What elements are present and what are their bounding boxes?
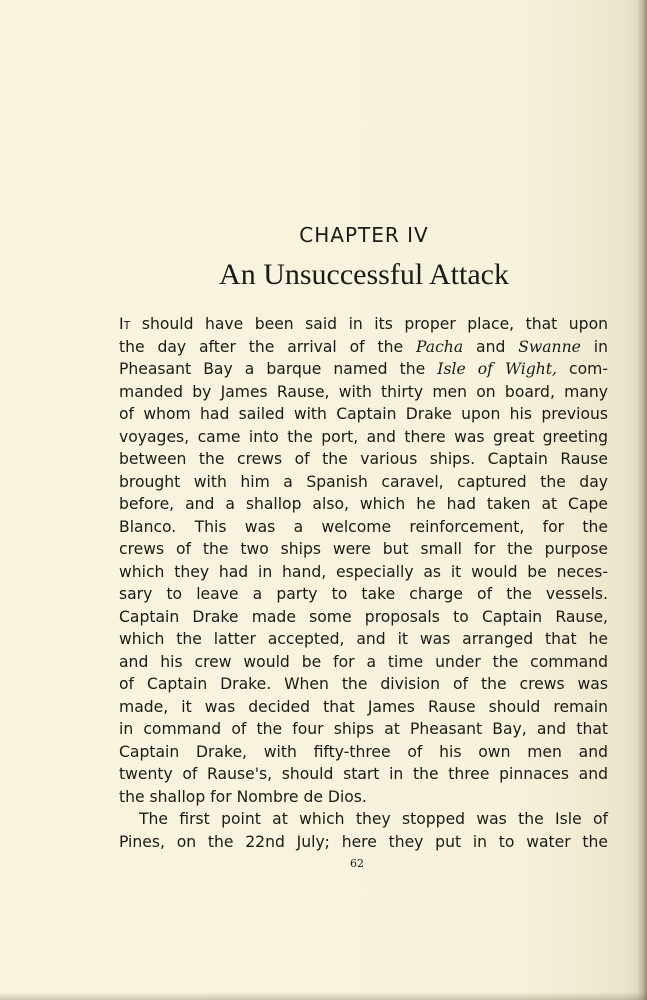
text-line: [119, 763, 608, 786]
chapter-label: CHAPTER IV: [299, 223, 429, 247]
text-line: [119, 606, 608, 629]
text-line: [119, 718, 608, 741]
text-segment: which they had in hand, especially as it would be neces-: [119, 562, 608, 581]
text-segment: made, it was decided that James Rause should remain: [119, 697, 608, 716]
text-line: [119, 471, 608, 494]
text-segment: the day after the arrival of the: [119, 337, 416, 356]
text-segment: which the latter accepted, and it was arranged that he: [119, 630, 608, 648]
text-segment: manded by James Rause, with thirty men on board, many: [119, 382, 608, 401]
text-line: [119, 336, 608, 359]
text-segment: of Captain Drake. When the division of the crews was: [119, 675, 608, 693]
text-segment: Pheasant Bay a barque named the: [119, 360, 438, 378]
text-line: [119, 358, 608, 381]
drop-word: It: [119, 315, 131, 333]
text-line: [119, 516, 608, 539]
text-line: [119, 403, 608, 426]
text-segment: brought with him a Spanish caravel, captured the day: [119, 472, 608, 491]
text-segment: should have been said in its proper place, that upon: [130, 315, 608, 333]
italic-ship-name: Pacha: [415, 337, 464, 356]
text-line: [119, 583, 608, 606]
text-segment: in command of the four ships at Pheasant Bay, and that: [119, 720, 608, 738]
text-segment: voyages, came into the port, and there was great greeting: [119, 427, 608, 446]
text-line: [119, 741, 608, 764]
text-line: [119, 426, 608, 449]
text-segment: between the crews of the various ships. Captain Rause: [119, 450, 608, 468]
text-line: [119, 493, 608, 516]
chapter-title: An Unsuccessful Attack: [219, 258, 509, 291]
page-edge-shadow: [637, 0, 647, 1000]
text-line: [119, 381, 608, 404]
text-line: [119, 786, 608, 809]
text-line: [119, 313, 608, 336]
chapter-body-text: [119, 313, 608, 853]
text-line: [119, 628, 608, 651]
text-segment: Blanco. This was a welcome reinforcement, for the: [119, 517, 608, 536]
text-segment: The first point at which they stopped was the Isle of: [139, 810, 608, 828]
text-line: [119, 538, 608, 561]
text-line: [119, 696, 608, 719]
text-segment: Pines, on the 22nd July; here they put in to water the: [119, 832, 608, 851]
text-segment: and: [463, 337, 519, 356]
text-segment: Captain Drake made some proposals to Captain Rause,: [119, 607, 608, 626]
text-segment: before, and a shallop also, which he had taken at Cape: [119, 495, 608, 513]
text-segment: sary to leave a party to take charge of the vessels.: [119, 585, 608, 603]
page-number: 62: [350, 857, 364, 870]
text-line: [119, 831, 608, 854]
text-line: [119, 808, 608, 831]
text-line: [119, 673, 608, 696]
text-line: [119, 561, 608, 584]
text-segment: and his crew would be for a time under the command: [119, 652, 608, 671]
text-line: [119, 651, 608, 674]
italic-ship-name: Isle of Wight,: [437, 360, 557, 378]
italic-ship-name: Swanne: [518, 337, 581, 356]
text-segment: in: [580, 337, 608, 356]
page-bottom-shadow: [0, 992, 647, 1000]
text-segment: the shallop for Nombre de Dios.: [119, 787, 367, 806]
text-segment: com-: [556, 360, 608, 378]
text-segment: of whom had sailed with Captain Drake upon his previous: [119, 405, 608, 423]
text-segment: crews of the two ships were but small for the purpose: [119, 540, 608, 558]
text-segment: Captain Drake, with fifty-three of his own men and: [119, 742, 608, 761]
text-segment: twenty of Rause's, should start in the three pinnaces and: [119, 765, 608, 783]
text-line: [119, 448, 608, 471]
